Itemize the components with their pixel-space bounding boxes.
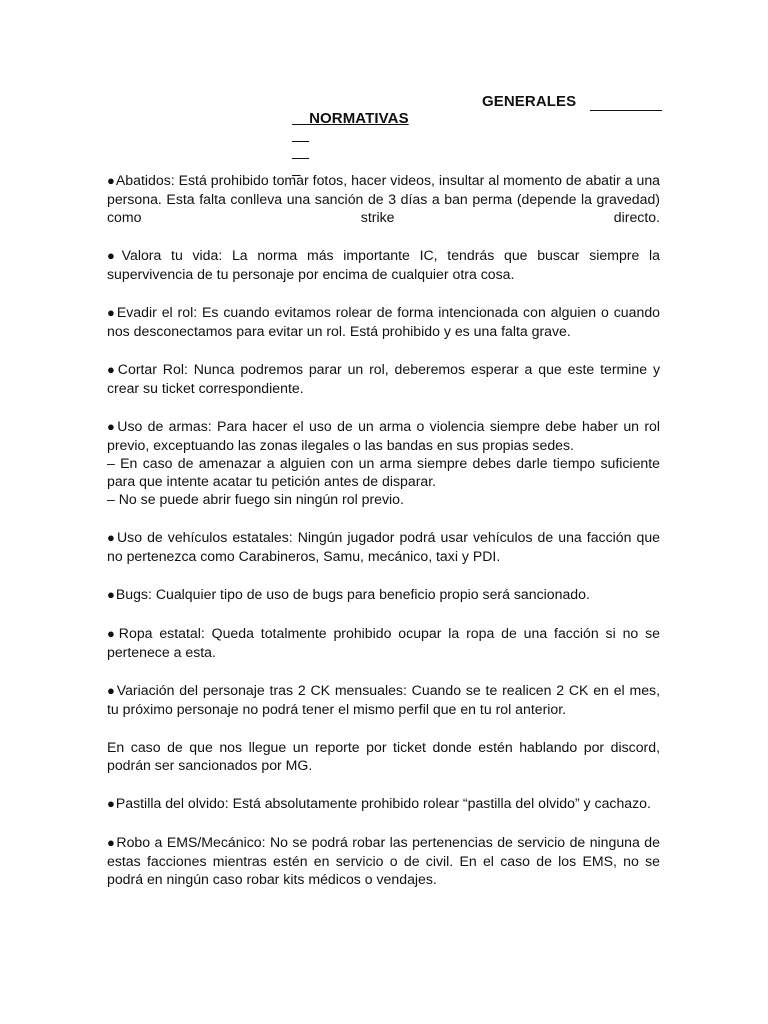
rule-valora: ●Valora tu vida: La norma más importante IC, tendrás que buscar siempre la supervivencia de tu personaje por encima de cualquier otra cosa. [107, 247, 660, 282]
rules-list [107, 171, 660, 908]
bullet-icon: ● [107, 587, 115, 602]
rule-ropa: ●Ropa estatal: Queda totalmente prohibido ocupar la ropa de una facción si no se pertenece a esta. [107, 625, 660, 660]
bullet-icon: ● [107, 362, 117, 377]
note-discord: En caso de que nos llegue un reporte por ticket donde estén hablando por discord, podrán ser sancionados por MG. [107, 739, 660, 773]
bullet-icon: ● [107, 248, 121, 263]
rule-armas: ●Uso de armas: Para hacer el uso de un arma o violencia siempre debe haber un rol previo, exceptuando las zonas ilegales o las bandas en sus propias sedes. – En caso de amenazar a alguien con un arma siempre debes darle tiempo suficiente para que intente acatar tu petición antes de disparar. – No se puede abrir fuego sin ningún rol previo. [107, 418, 660, 507]
rule-bugs: ●Bugs: Cualquier tipo de uso de bugs para beneficio propio será sancionado. [107, 586, 590, 602]
rule-evadir: ●Evadir el rol: Es cuando evitamos rolear de forma intencionada con alguien o cuando nos desconectamos para evitar un rol. Está prohibido y es una falta grave. [107, 304, 660, 339]
bullet-icon: ● [107, 419, 117, 434]
rule-vehiculos: ●Uso de vehículos estatales: Ningún jugador podrá usar vehículos de una facción que no pertenezca como Carabineros, Samu, mecánico, taxi y PDI. [107, 529, 660, 564]
bullet-icon: ● [107, 626, 118, 641]
bullet-icon: ● [107, 796, 115, 811]
title-word-1: NORMATIVAS [309, 110, 409, 127]
rule-variacion: ●Variación del personaje tras 2 CK mensuales: Cuando se te realicen 2 CK en el mes, tu próximo personaje no podrá tener el mismo perfil que en tu rol anterior. [107, 682, 660, 717]
rule-armas-sub-1: – En caso de amenazar a alguien con un arma siempre debes darle tiempo suficiente para que intente acatar tu petición antes de disparar. [107, 455, 660, 489]
rule-pastilla: ●Pastilla del olvido: Está absolutamente prohibido rolear “pastilla del olvido” y cachazo. [107, 795, 651, 811]
bullet-icon: ● [107, 173, 115, 188]
rule-cortar: ●Cortar Rol: Nunca podremos parar un rol, deberemos esperar a que este termine y crear su ticket correspondiente. [107, 361, 660, 396]
title-word-2: GENERALES [482, 93, 577, 110]
page-title [292, 93, 662, 127]
bullet-icon: ● [107, 530, 116, 545]
bullet-icon: ● [107, 835, 116, 850]
title-underline [590, 110, 662, 111]
rule-armas-sub-2: – No se puede abrir fuego sin ningún rol previo. [107, 491, 404, 507]
bullet-icon: ● [107, 683, 116, 698]
rule-abatidos: ●Abatidos: Está prohibido tomar fotos, hacer videos, insultar al momento de abatir a una persona. Esta falta conlleva una sanción de 3 días a ban perma (depende la gravedad) como strike directo. [107, 172, 660, 225]
bullet-icon: ● [107, 305, 116, 320]
rule-robo: ●Robo a EMS/Mecánico: No se podrá robar las pertenencias de servicio de ninguna de estas facciones mientras estén en servicio o de civil. En el caso de los EMS, no se podrá en ningún caso robar kits médicos o vendajes. [107, 834, 660, 887]
